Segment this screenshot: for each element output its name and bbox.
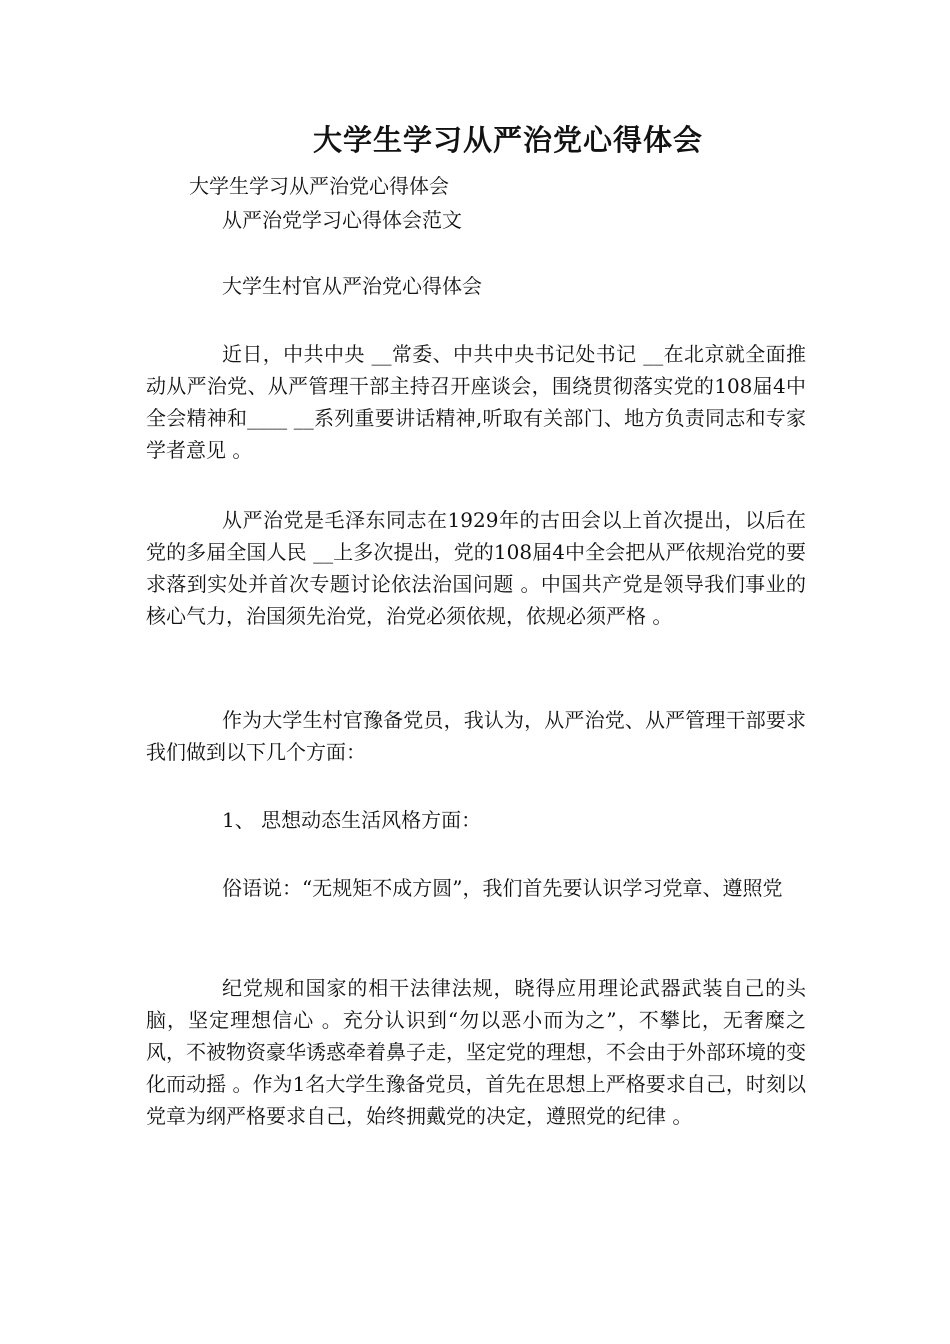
document-title: 大学生学习从严治党心得体会 (312, 123, 703, 157)
paragraph-3: 作为大学生村官豫备党员，我认为，从严治党、从严管理干部要求我们做到以下几个方面： (146, 708, 806, 764)
list-item-1: 1、 思想动态生活风格方面： (222, 808, 482, 832)
document-subtitle-3: 大学生村官从严治党心得体会 (222, 274, 482, 298)
paragraph-2: 从严治党是毛泽东同志在1929年的古田会以上首次提出，以后在党的多届全国人民 __上多次提出，党的108届4中全会把从严依规治党的要求落到实处并首次专题讨论依法治国问题 。中国共产党是领导我们事业的核心气力，治国须先治党，治党必须依规，依规必须严格 。 (146, 508, 806, 628)
paragraph-5: 纪党规和国家的相干法律法规，晓得应用理论武器武装自己的头脑，坚定理想信心 。充分认识到“勿以恶小而为之”，不攀比，无奢糜之风，不被物资豪华诱惑牵着鼻子走，坚定党的理想，不会由于外部环境的变化而动摇 。作为1名大学生豫备党员，首先在思想上严格要求自己，时刻以党章为纲严格要求自己，始终拥戴党的决定，遵照党的纪律 。 (146, 976, 806, 1128)
paragraph-4: 俗语说：“无规矩不成方圆”，我们首先要认识学习党章、遵照党 (222, 876, 783, 900)
document-subtitle: 大学生学习从严治党心得体会 (189, 174, 449, 198)
paragraph-1: 近日，中共中央 __常委、中共中央书记处书记 __在北京就全面推动从严治党、从严管理干部主持召开座谈会，围绕贯彻落实党的108届4中全会精神和____ __系列重要讲话精神,听取有关部门、地方负责同志和专家学者意见 。 (146, 342, 806, 462)
document-subtitle-2: 从严治党学习心得体会范文 (222, 208, 462, 232)
